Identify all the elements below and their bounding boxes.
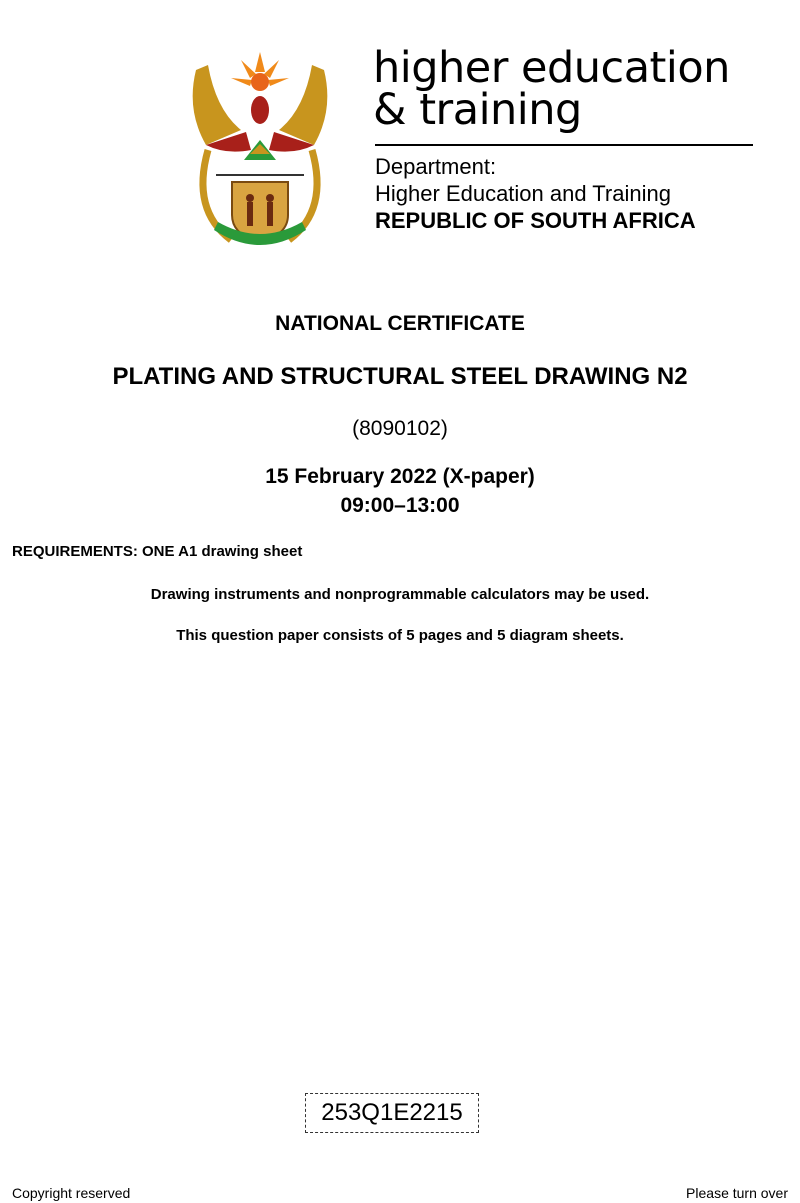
footer-turn-over: Please turn over <box>686 1185 788 1201</box>
header-divider <box>375 144 753 146</box>
requirements: REQUIREMENTS: ONE A1 drawing sheet <box>12 543 303 560</box>
department-label: Department: <box>375 154 497 179</box>
brand-line-2: & training <box>373 85 582 135</box>
exam-time: 09:00–13:00 <box>340 494 460 517</box>
coat-of-arms-logo <box>186 50 334 252</box>
department-name: Higher Education and Training <box>375 181 671 206</box>
brand-line-1: higher education <box>373 43 730 93</box>
footer-copyright: Copyright reserved <box>12 1185 131 1201</box>
country-name: REPUBLIC OF SOUTH AFRICA <box>375 208 696 233</box>
subject-code: (8090102) <box>352 417 448 440</box>
certificate-title: NATIONAL CERTIFICATE <box>275 312 525 335</box>
instruments-note: Drawing instruments and nonprogrammable calculators may be used. <box>150 586 650 603</box>
paper-code-box: 253Q1E2215 <box>305 1093 479 1133</box>
exam-date: 15 February 2022 (X-paper) <box>265 465 535 488</box>
subject-title: PLATING AND STRUCTURAL STEEL DRAWING N2 <box>112 363 688 390</box>
pages-note: This question paper consists of 5 pages and 5 diagram sheets. <box>176 627 624 644</box>
